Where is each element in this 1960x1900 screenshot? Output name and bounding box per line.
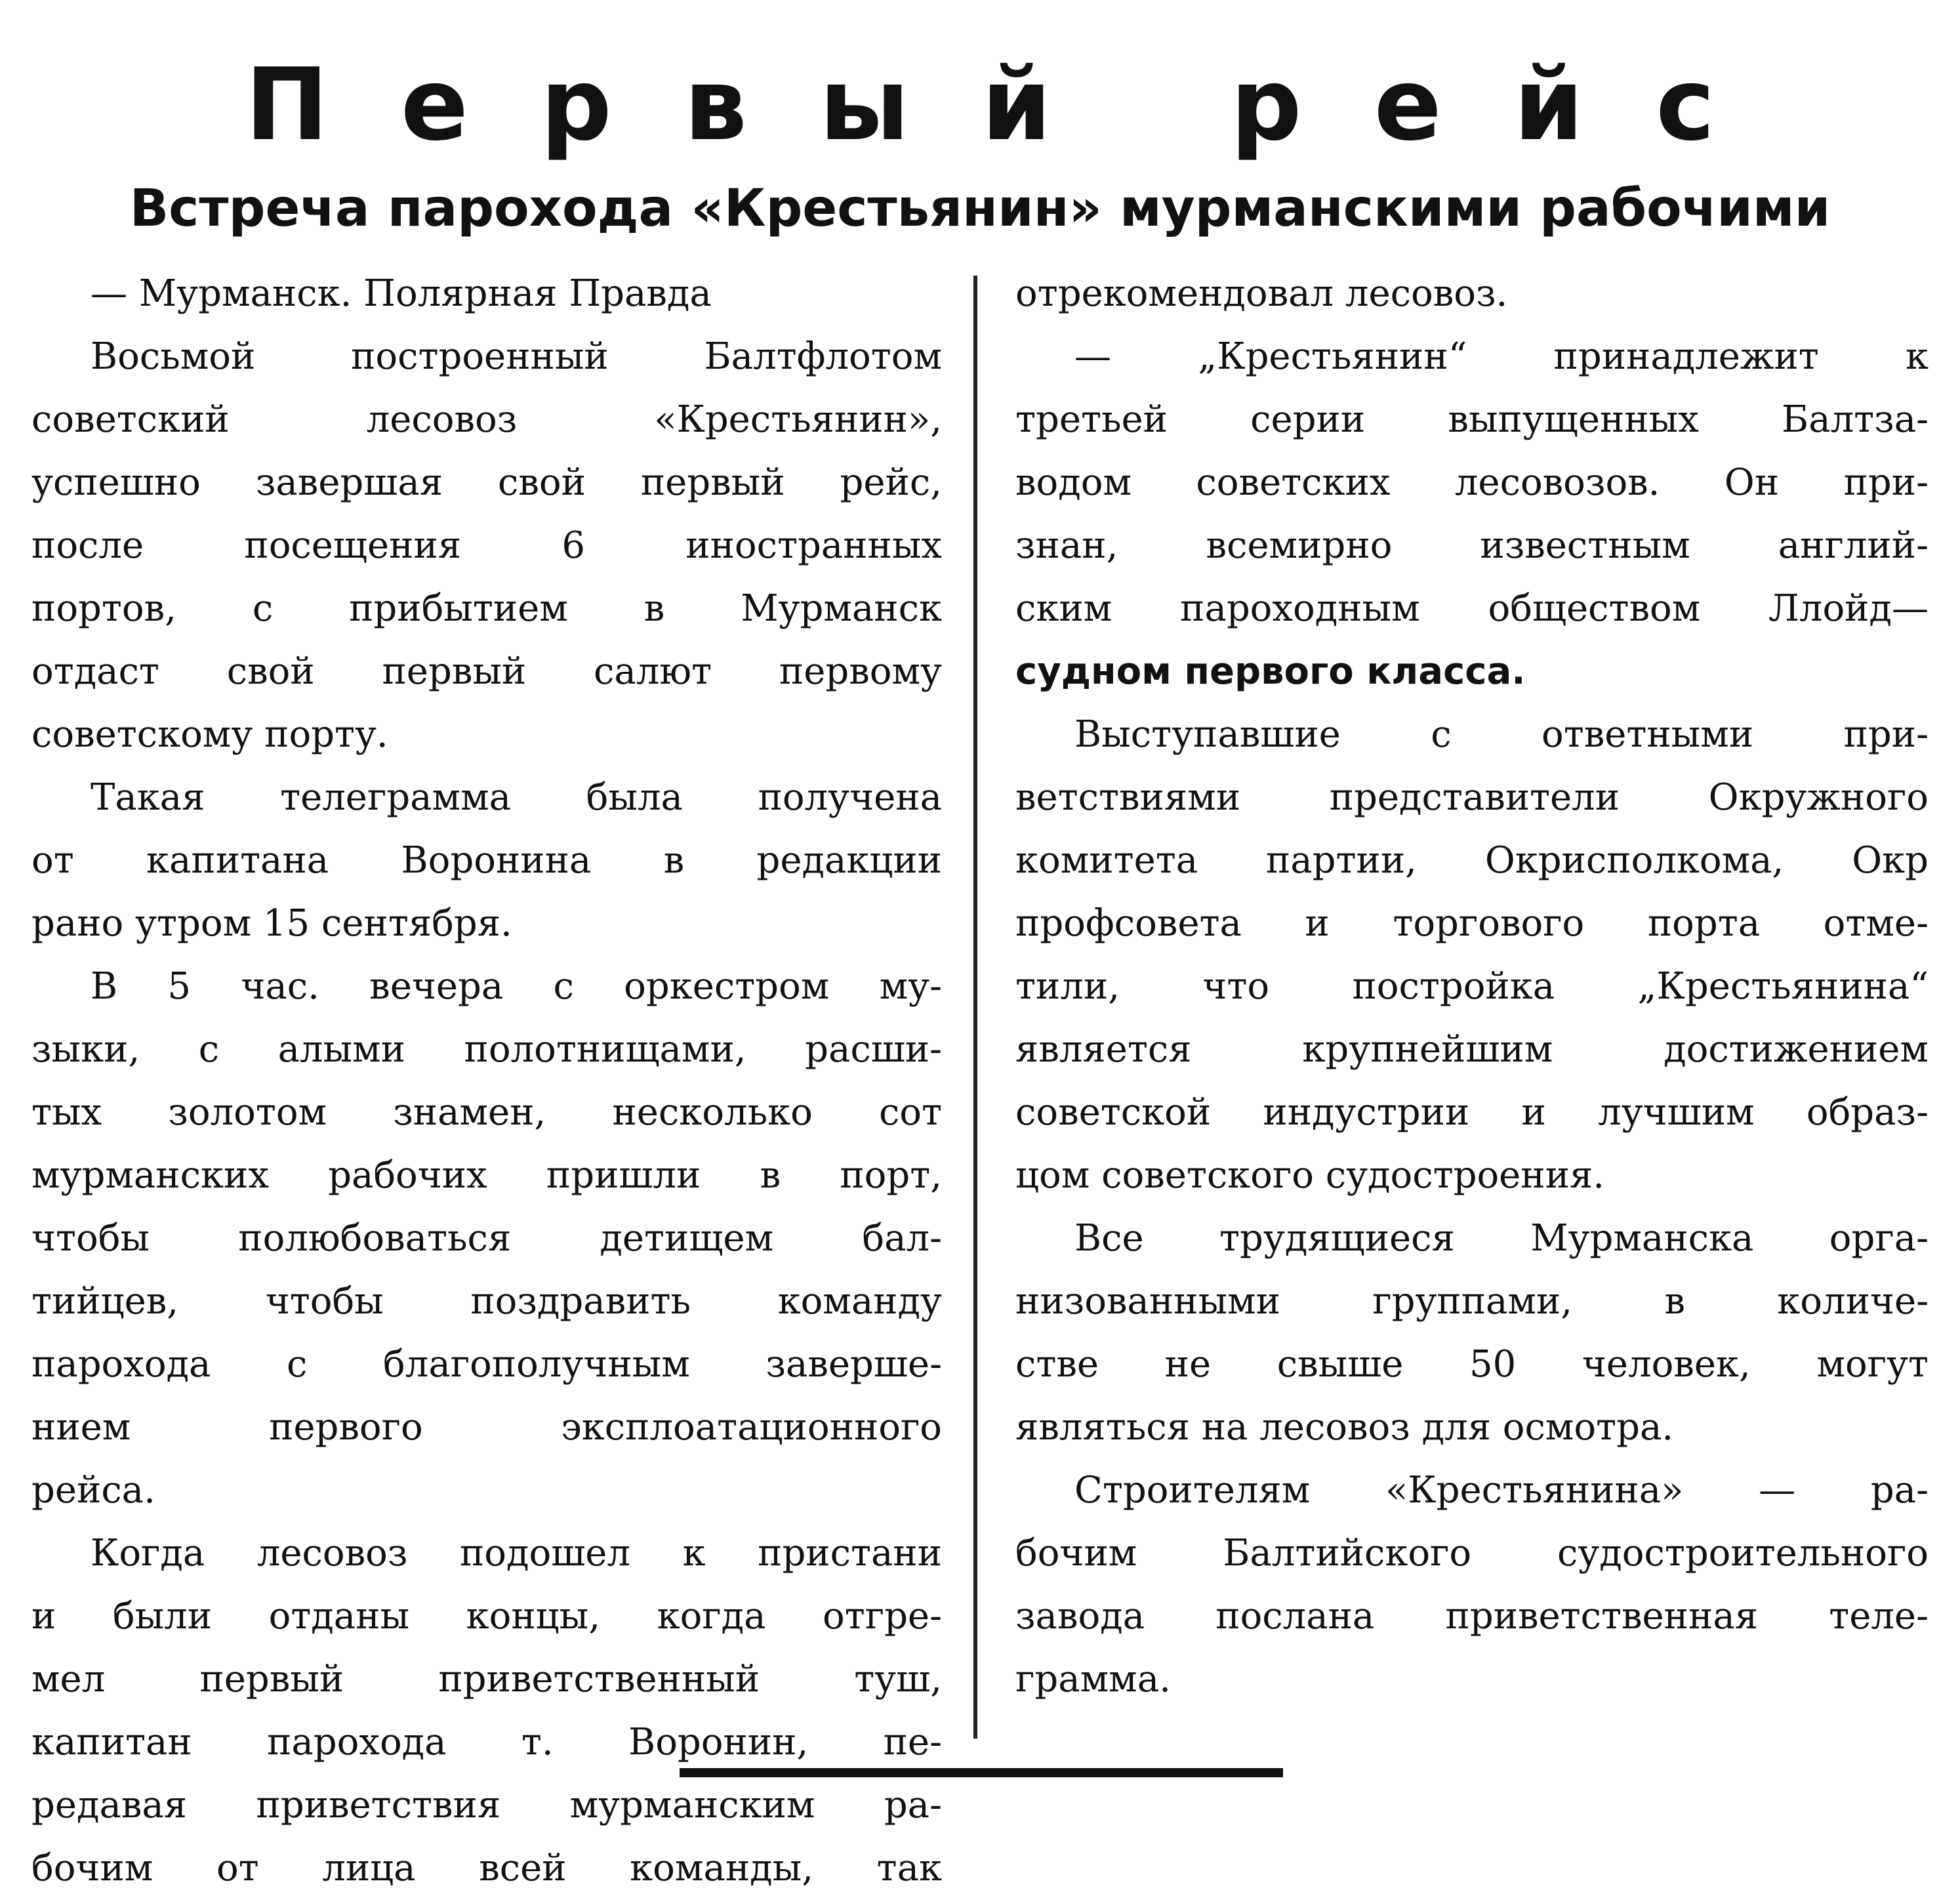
- text-line: тили, что постройка „Крестьянина“: [1015, 965, 1929, 1008]
- text-line: являться на лесовоз для осмотра.: [1015, 1406, 1674, 1449]
- article-headline: Первый рейс: [245, 47, 1787, 163]
- text-line: тых золотом знамен, несколько сот: [31, 1091, 942, 1134]
- article-subheadline: Встреча парохода «Крестьянин» мурманскими рабочими: [129, 179, 1831, 238]
- text-line: и были отданы концы, когда отгре-: [31, 1595, 942, 1638]
- text-line: капитан парохода т. Воронин, пе-: [31, 1721, 942, 1764]
- text-line: отрекомендовал лесовоз.: [1015, 272, 1508, 315]
- text-line: Восьмой построенный Балтфлотом: [91, 335, 942, 378]
- text-line: ветствиями представители Окружного: [1015, 776, 1929, 819]
- text-line: зыки, с алыми полотнищами, расши-: [31, 1028, 942, 1071]
- text-line: советский лесовоз «Крестьянин»,: [31, 398, 942, 441]
- text-line: успешно завершая свой первый рейс,: [31, 461, 942, 504]
- text-line: отдаст свой первый салют первому: [31, 650, 942, 693]
- text-line: советскому порту.: [31, 713, 388, 756]
- text-line: является крупнейшим достижением: [1015, 1028, 1929, 1071]
- text-line: бочим от лица всей команды, так: [31, 1847, 942, 1890]
- text-line: рейса.: [31, 1469, 155, 1512]
- text-line: Такая телеграмма была получена: [91, 776, 942, 819]
- dateline: — Мурманск. Полярная Правда: [91, 272, 712, 315]
- text-line: цом советского судостроения.: [1015, 1154, 1605, 1197]
- text-line: низованными группами, в количе-: [1015, 1280, 1929, 1323]
- text-line: Все трудящиеся Мурманска орга-: [1074, 1217, 1929, 1260]
- text-line: стве не свыше 50 человек, могут: [1015, 1343, 1929, 1386]
- text-line: Когда лесовоз подошел к пристани: [91, 1532, 942, 1575]
- text-line: мурманских рабочих пришли в порт,: [31, 1154, 942, 1197]
- text-line: третьей серии выпущенных Балтза-: [1015, 398, 1929, 441]
- text-line: чтобы полюбоваться детищем бал-: [31, 1217, 942, 1260]
- text-line: комитета партии, Окрисполкома, Окр: [1015, 839, 1929, 882]
- text-line: от капитана Воронина в редакции: [31, 839, 942, 882]
- text-line: знан, всемирно известным англий-: [1015, 524, 1929, 567]
- text-line: В 5 час. вечера с оркестром му-: [91, 965, 942, 1008]
- text-line: завода послана приветственная теле-: [1015, 1595, 1929, 1638]
- left-column: [31, 262, 942, 1900]
- text-line: советской индустрии и лучшим образ-: [1015, 1091, 1929, 1134]
- text-line: рано утром 15 сентября.: [31, 902, 512, 945]
- text-line: Выступавшие с ответными при-: [1074, 713, 1929, 756]
- text-line: бочим Балтийского судостроительного: [1015, 1532, 1929, 1575]
- text-line: парохода с благополучным заверше-: [31, 1343, 942, 1386]
- text-line: судном первого класса.: [1015, 650, 1526, 693]
- column-divider: [973, 276, 977, 1739]
- text-line: ским пароходным обществом Ллойд—: [1015, 587, 1929, 630]
- text-line: грамма.: [1015, 1658, 1171, 1701]
- text-line: Строителям «Крестьянина» — ра-: [1074, 1469, 1929, 1512]
- text-line: портов, с прибытием в Мурманск: [31, 587, 942, 630]
- text-line: — „Крестьянин“ принадлежит к: [1074, 335, 1929, 378]
- text-line: тийцев, чтобы поздравить команду: [31, 1280, 942, 1323]
- right-column: [1015, 262, 1929, 1711]
- bottom-rule: [680, 1768, 1283, 1777]
- text-line: водом советских лесовозов. Он при-: [1015, 461, 1929, 504]
- text-line: профсовета и торгового порта отме-: [1015, 902, 1929, 945]
- text-line: нием первого эксплоатационного: [31, 1406, 942, 1449]
- text-line: после посещения 6 иностранных: [31, 524, 942, 567]
- text-line: редавая приветствия мурманским ра-: [31, 1784, 942, 1827]
- text-line: мел первый приветственный туш,: [31, 1658, 942, 1701]
